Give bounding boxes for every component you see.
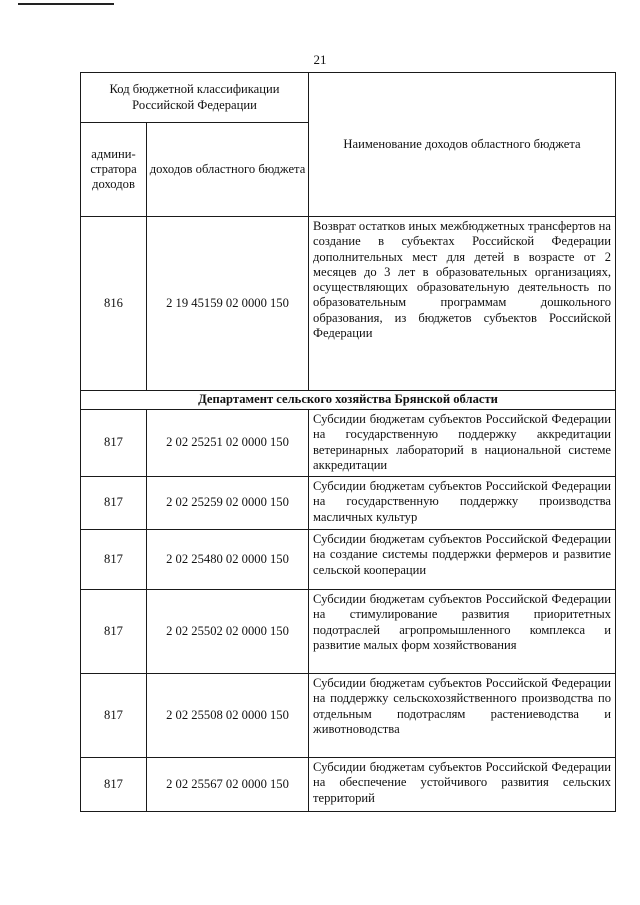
income-name-text: Возврат остатков иных межбюджетных трансфертов на создание в субъектах Российской Федерации дополнительных мест для детей в возрасте от 2 месяцев до 3 лет в образовательных организациях, осуществляющих образовательную деятельность по образовательным программам дошкольного образования, из бюджетов субъектов Российской Федерации	[313, 219, 612, 341]
income-name-text: Субсидии бюджетам субъектов Российской Федерации на поддержку сельскохозяйственного производства по отдельным подотраслям растениеводства и животноводства	[313, 676, 612, 736]
table-body	[81, 217, 616, 812]
income-code-cell: 2 02 25480 02 0000 150	[147, 530, 309, 590]
table-row	[81, 477, 616, 530]
header-group-budget-code: Код бюджетной классификации Российской Федерации	[81, 73, 309, 123]
table-row	[81, 674, 616, 758]
income-name-cell	[309, 590, 616, 674]
income-name-text: Субсидии бюджетам субъектов Российской Федерации на государственную поддержку аккредитации ветеринарных лабораторий в национальной системе аккредитации	[313, 412, 612, 472]
scan-edge-line	[18, 3, 114, 5]
admin-code-cell: 817	[81, 758, 147, 812]
income-code-cell: 2 02 25567 02 0000 150	[147, 758, 309, 812]
income-name-cell	[309, 758, 616, 812]
income-name-text: Субсидии бюджетам субъектов Российской Федерации на государственную поддержку производства масличных культур	[313, 479, 612, 524]
header-admin-column: админи-стратора доходов	[81, 123, 147, 217]
table-row	[81, 410, 616, 477]
table-row	[81, 217, 616, 391]
admin-code-cell: 817	[81, 530, 147, 590]
admin-code-cell: 817	[81, 590, 147, 674]
income-code-cell: 2 02 25251 02 0000 150	[147, 410, 309, 477]
table-header	[81, 73, 616, 217]
admin-code-cell: 817	[81, 410, 147, 477]
income-code-cell: 2 02 25508 02 0000 150	[147, 674, 309, 758]
income-name-cell	[309, 217, 616, 391]
income-name-cell	[309, 477, 616, 530]
section-row	[81, 391, 616, 410]
section-title: Департамент сельского хозяйства Брянской области	[81, 391, 616, 410]
table-row	[81, 530, 616, 590]
admin-code-cell: 817	[81, 674, 147, 758]
table-row	[81, 758, 616, 812]
page-number: 21	[313, 52, 327, 67]
admin-code-cell: 817	[81, 477, 147, 530]
income-code-cell: 2 02 25502 02 0000 150	[147, 590, 309, 674]
income-name-cell	[309, 530, 616, 590]
table-row	[81, 590, 616, 674]
admin-code-cell: 816	[81, 217, 147, 391]
budget-classification-table	[80, 72, 616, 812]
income-code-cell: 2 02 25259 02 0000 150	[147, 477, 309, 530]
income-name-cell	[309, 410, 616, 477]
header-code-column: доходов областного бюджета	[147, 123, 309, 217]
income-name-cell	[309, 674, 616, 758]
income-name-text: Субсидии бюджетам субъектов Российской Федерации на обеспечение устойчивого развития сельских территорий	[313, 760, 612, 805]
income-code-cell: 2 19 45159 02 0000 150	[147, 217, 309, 391]
income-name-text: Субсидии бюджетам субъектов Российской Федерации на стимулирование развития приоритетных подотраслей агропромышленного комплекса и развитие малых форм хозяйствования	[313, 592, 612, 652]
income-name-text: Субсидии бюджетам субъектов Российской Федерации на создание системы поддержки фермеров и развитие сельской кооперации	[313, 532, 612, 577]
header-name-column: Наименование доходов областного бюджета	[309, 73, 616, 217]
